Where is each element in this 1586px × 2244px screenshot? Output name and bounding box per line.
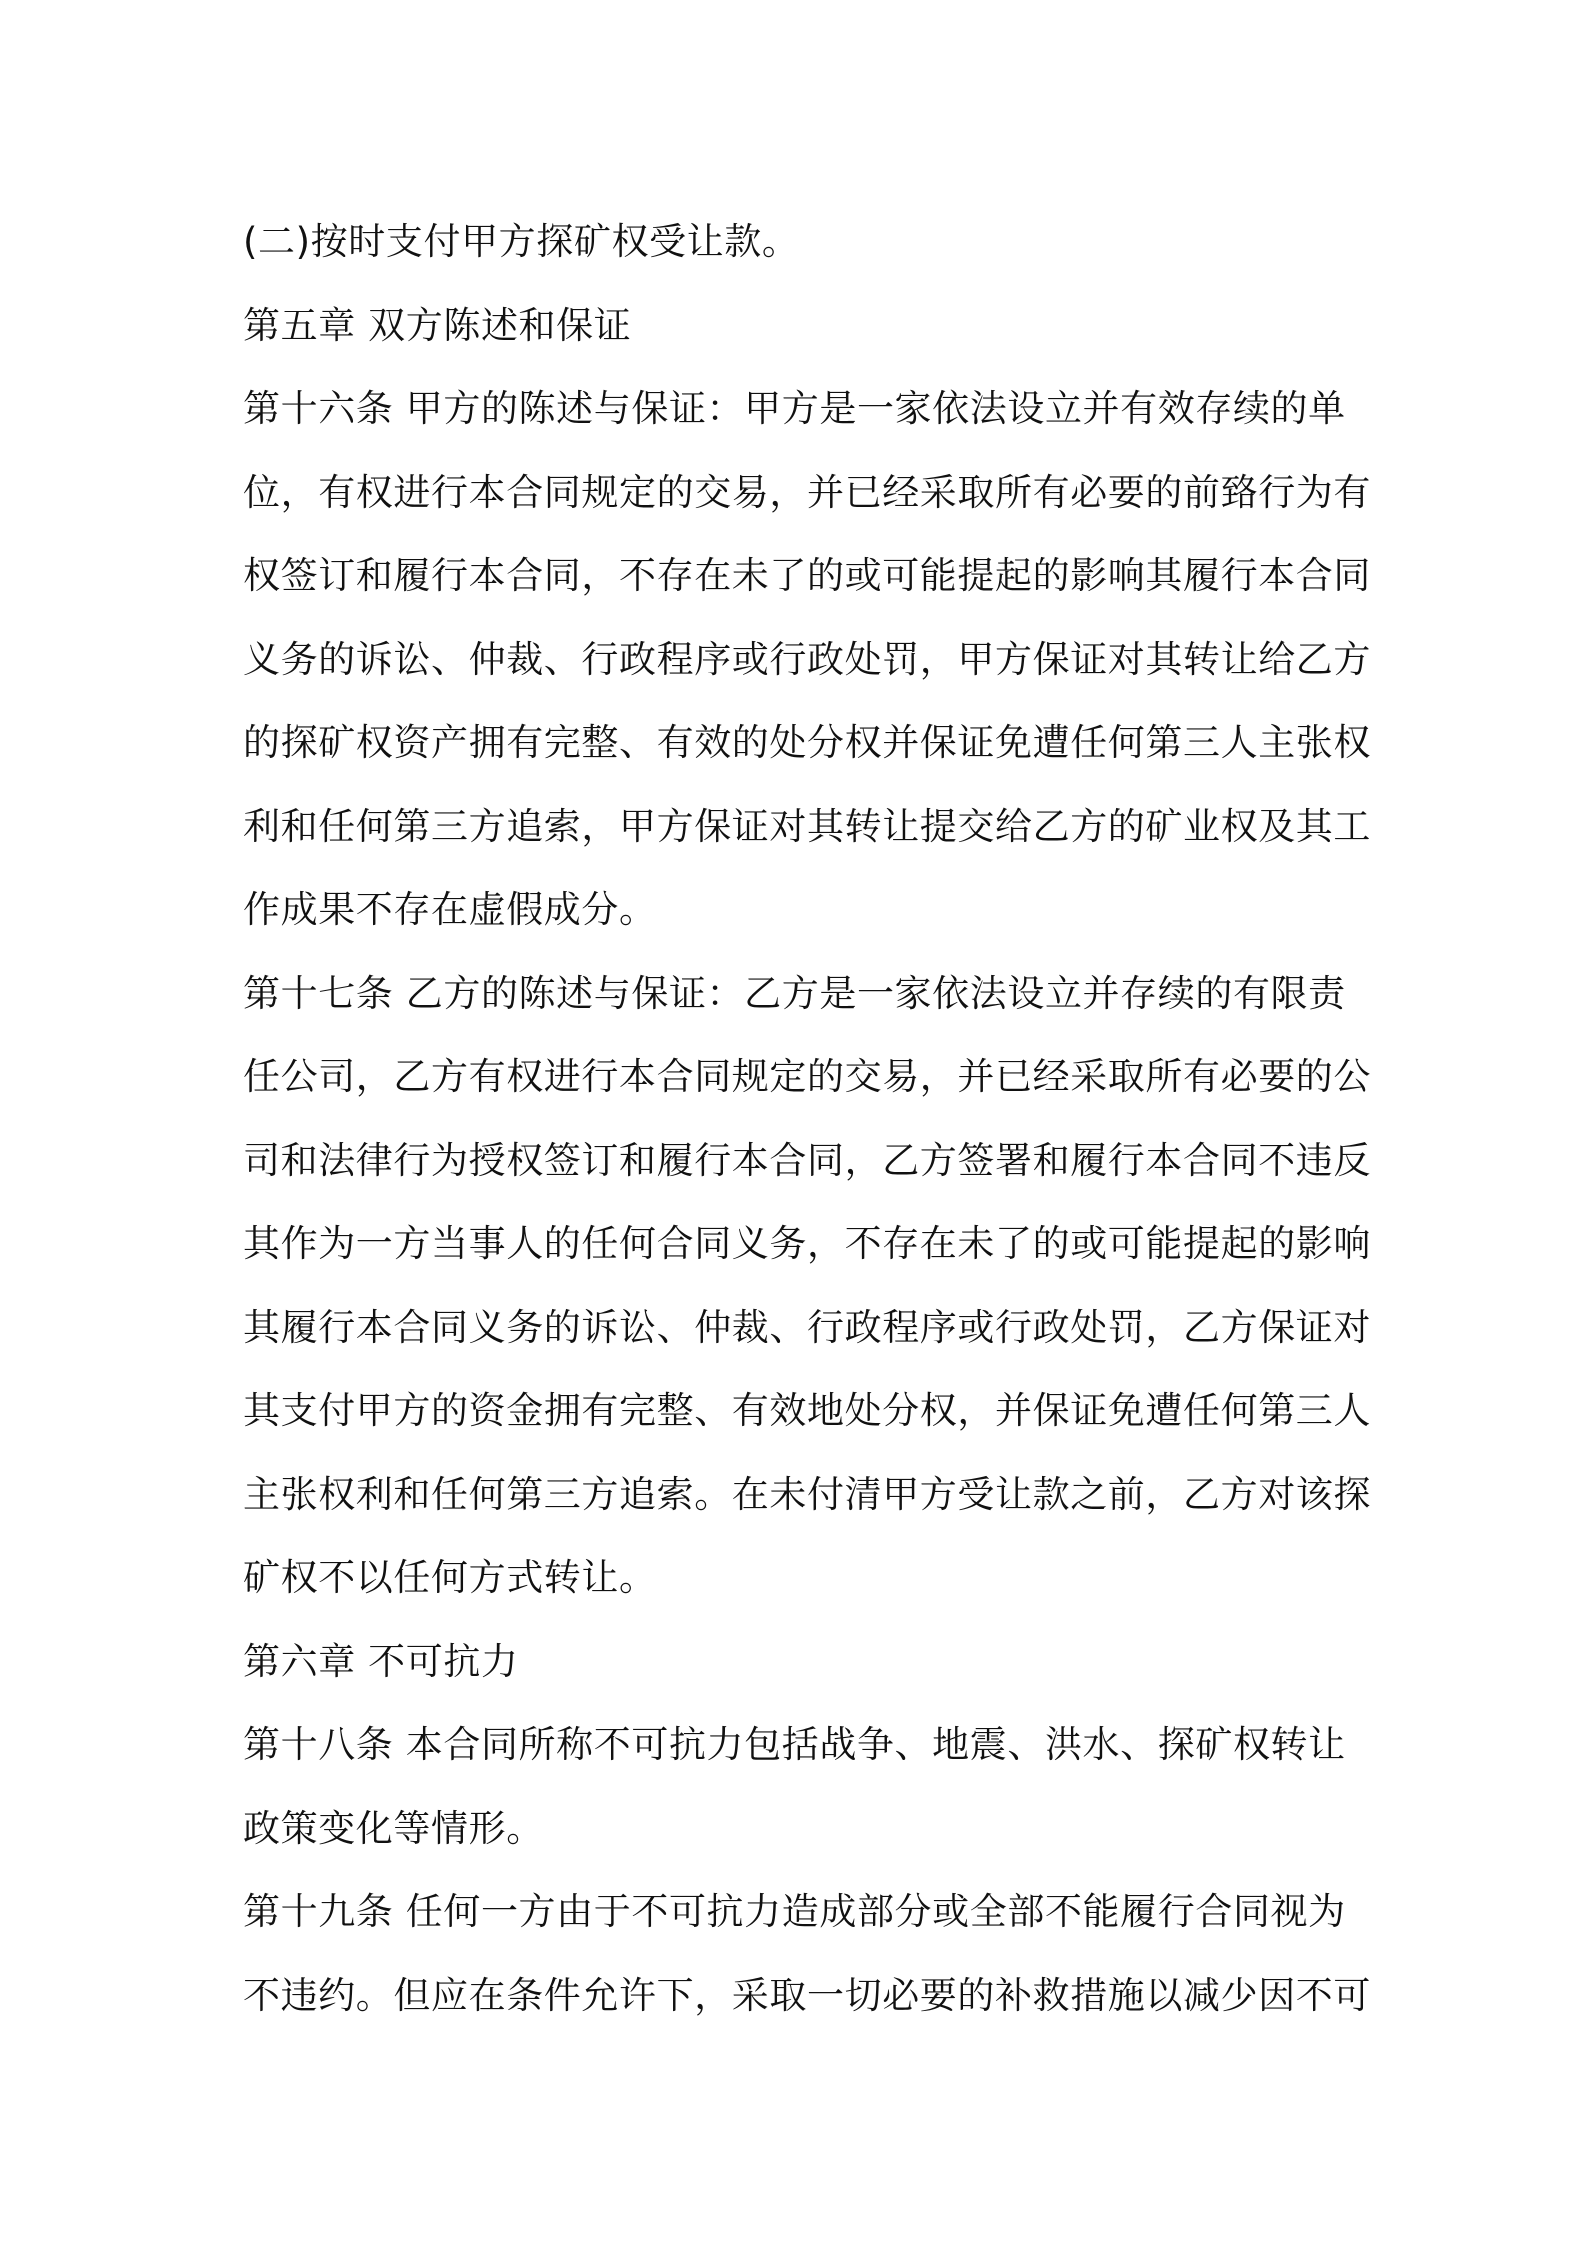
text-line: 义务的诉讼、仲裁、行政程序或行政处罚，甲方保证对其转让给乙方	[243, 637, 1371, 681]
text-line: 政策变化等情形。	[243, 1806, 544, 1850]
text-line: 任公司，乙方有权进行本合同规定的交易，并已经采取所有必要的公	[243, 1055, 1371, 1098]
text-line: 不违约。但应在条件允许下，采取一切必要的补救措施以减少因不可	[243, 1973, 1371, 2017]
chapter-5-heading	[243, 284, 1361, 368]
text-line: 的探矿权资产拥有完整、有效的处分权并保证免遭任何第三人主张权	[243, 721, 1371, 764]
article-16	[243, 367, 1371, 952]
article-19	[243, 1870, 1371, 2037]
article-18	[243, 1703, 1361, 1870]
article-17	[243, 952, 1371, 1620]
text-line: 第十九条 任何一方由于不可抗力造成部分或全部不能履行合同视为	[243, 1890, 1346, 1933]
text-line: 权签订和履行本合同，不存在未了的或可能提起的影响其履行本合同	[243, 554, 1371, 597]
text-line: 其支付甲方的资金拥有完整、有效地处分权，并保证免遭任何第三人	[243, 1389, 1371, 1432]
document-body	[243, 200, 1371, 2037]
text-line: 利和任何第三方追索，甲方保证对其转让提交给乙方的矿业权及其工	[243, 804, 1371, 848]
text-line: 司和法律行为授权签订和履行本合同，乙方签署和履行本合同不违反	[243, 1138, 1371, 1182]
text-line: 第六章 不可抗力	[243, 1639, 519, 1683]
text-line: 主张权利和任何第三方追索。在未付清甲方受让款之前，乙方对该探	[243, 1472, 1371, 1516]
text-line: 其履行本合同义务的诉讼、仲裁、行政程序或行政处罚，乙方保证对	[243, 1305, 1371, 1349]
text-line: 位，有权进行本合同规定的交易，并已经采取所有必要的前臵行为有	[243, 470, 1371, 514]
text-line: 矿权不以任何方式转让。	[243, 1556, 657, 1599]
text-line: 第十七条 乙方的陈述与保证：乙方是一家依法设立并存续的有限责	[243, 971, 1346, 1015]
text-line: 作成果不存在虚假成分。	[243, 888, 657, 931]
text-line: 第十六条 甲方的陈述与保证：甲方是一家依法设立并有效存续的单	[243, 387, 1346, 430]
text-line: 第五章 双方陈述和保证	[243, 303, 632, 347]
text-line: 其作为一方当事人的任何合同义务，不存在未了的或可能提起的影响	[243, 1222, 1371, 1265]
chapter-6-heading	[243, 1620, 1361, 1704]
clause-payment	[243, 200, 1361, 284]
text-line: (二)按时支付甲方探矿权受让款。	[243, 220, 800, 263]
text-line: 第十八条 本合同所称不可抗力包括战争、地震、洪水、探矿权转让	[243, 1723, 1346, 1766]
